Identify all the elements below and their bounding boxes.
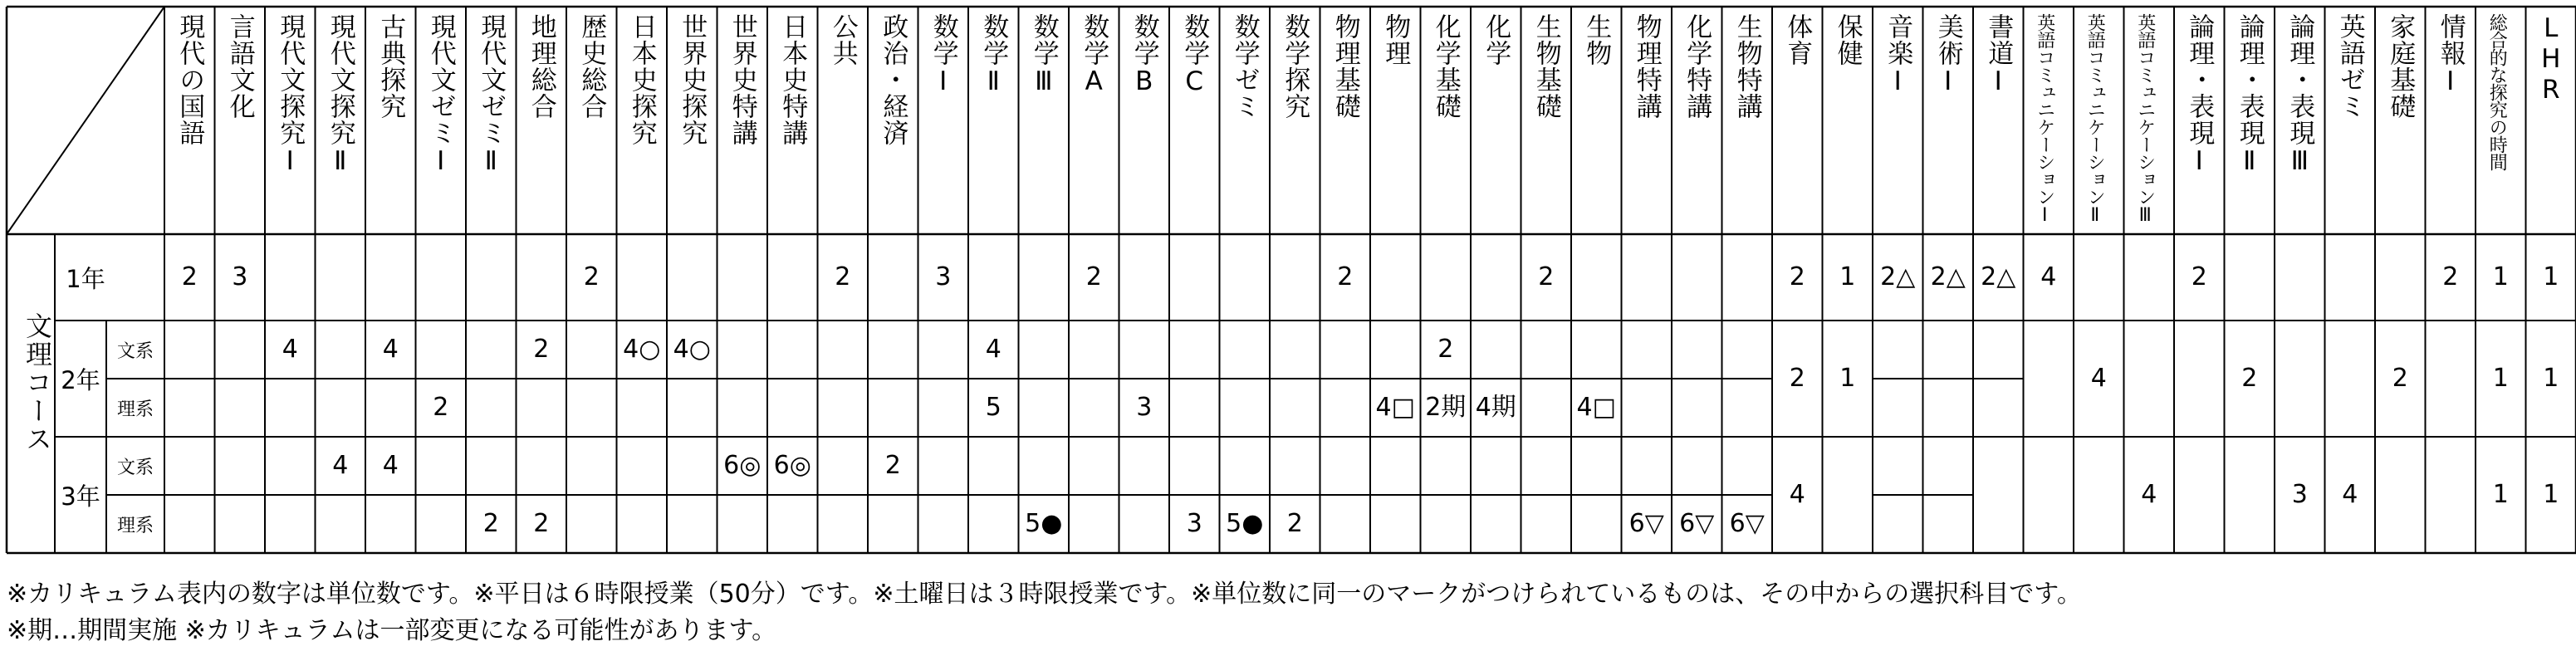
- subject-header: 生物特講: [1731, 13, 1762, 120]
- table-cell: 4: [2342, 480, 2358, 509]
- subject-header: 英語ゼミ: [2334, 13, 2365, 120]
- subject-header: 言語文化: [224, 13, 255, 120]
- subject-header: 体育: [1782, 13, 1813, 66]
- row-label-year2-bunkei: 文系: [116, 340, 154, 362]
- subject-header: 数学Ⅰ: [928, 13, 958, 97]
- row-label-year3-rikei: 理系: [116, 515, 154, 536]
- table-cell: 2△: [1880, 262, 1916, 291]
- table-cell: 4: [985, 335, 1002, 364]
- table-cell: 2: [583, 262, 600, 291]
- subject-header: 現代の国語: [174, 13, 205, 146]
- subject-header: 美術Ⅰ: [1932, 13, 1963, 97]
- subject-header: 数学Ⅱ: [978, 13, 1009, 97]
- table-cell: 2: [533, 509, 550, 538]
- table-cell: 6◎: [723, 451, 762, 480]
- table-cell: 5: [985, 393, 1002, 422]
- table-cell: 3: [935, 262, 952, 291]
- table-cell: 2△: [1930, 262, 1966, 291]
- subject-header: 英語コミュニケーションⅡ: [2084, 13, 2106, 225]
- subject-header: 数学探究: [1280, 13, 1310, 120]
- table-cell: 4: [282, 335, 298, 364]
- table-cell: 2: [2241, 364, 2258, 393]
- subject-header: 政治・経済: [878, 13, 908, 146]
- table-cell: 2期: [1425, 393, 1467, 422]
- table-cell: 2: [1789, 262, 1805, 291]
- table-cell: 2: [1538, 262, 1555, 291]
- subject-header: 音楽Ⅰ: [1883, 13, 1913, 97]
- subject-header: 物理基礎: [1330, 13, 1360, 120]
- table-cell: 4: [382, 451, 399, 480]
- subject-header: 数学B: [1129, 13, 1159, 97]
- row-label-year3-bunkei: 文系: [116, 457, 154, 478]
- subject-header: 化学: [1481, 13, 1511, 66]
- subject-header: 地理総合: [526, 13, 556, 120]
- table-cell: 3: [1136, 393, 1153, 422]
- table-cell: 4: [332, 451, 349, 480]
- subject-header: 英語コミュニケーションⅢ: [2134, 13, 2156, 225]
- table-cell: 4: [2141, 480, 2157, 509]
- subject-header: 論理・表現Ⅱ: [2234, 13, 2265, 177]
- table-cell: 1: [2543, 480, 2559, 509]
- table-cell: 3: [1186, 509, 1202, 538]
- table-cell: 3: [2291, 480, 2308, 509]
- table-cell: 1: [2543, 364, 2559, 393]
- table-cell: 4○: [673, 335, 711, 364]
- table-cell: 2: [2191, 262, 2207, 291]
- table-cell: 2: [1337, 262, 1354, 291]
- table-cell: 2: [2392, 364, 2408, 393]
- table-cell: 1: [1839, 262, 1856, 291]
- row-label-year2-rikei: 理系: [116, 399, 154, 420]
- subject-header: 情報Ⅰ: [2435, 13, 2466, 97]
- subject-header: 数学Ⅲ: [1028, 13, 1059, 97]
- table-cell: 4□: [1375, 393, 1415, 422]
- subject-header: 化学特講: [1682, 13, 1712, 120]
- table-cell: 4: [2040, 262, 2057, 291]
- subject-header: 歴史総合: [576, 13, 607, 120]
- subject-header: 英語コミュニケーションⅠ: [2034, 13, 2055, 225]
- table-cell: 2: [433, 393, 449, 422]
- subject-header: LHR: [2535, 13, 2566, 105]
- table-cell: 6▽: [1679, 509, 1715, 538]
- subject-header: 数学A: [1079, 13, 1109, 97]
- table-cell: 2: [1085, 262, 1102, 291]
- row-label-year3: 3年: [61, 482, 100, 511]
- corner-diagonal: [7, 7, 164, 234]
- row-label-year2: 2年: [61, 365, 100, 394]
- subject-header: 現代文探究Ⅱ: [325, 13, 355, 177]
- subject-header: 日本史探究: [626, 13, 657, 146]
- table-cell: 5●: [1226, 509, 1264, 538]
- subject-header: 生物: [1581, 13, 1612, 66]
- subject-header: 公共: [827, 13, 858, 66]
- table-cell: 6▽: [1729, 509, 1765, 538]
- subject-header: 日本史特講: [777, 13, 808, 146]
- table-cell: 1: [2492, 480, 2509, 509]
- table-cell: 2: [1789, 364, 1805, 393]
- table-cell: 2: [884, 451, 901, 480]
- table-cell: 4: [1789, 480, 1805, 509]
- subject-header: 家庭基礎: [2385, 13, 2416, 120]
- table-cell: 1: [2492, 364, 2509, 393]
- table-cell: 4: [382, 335, 399, 364]
- table-cell: 2: [1437, 335, 1454, 364]
- footnote-1: ※カリキュラム表内の数字は単位数です。※平日は６時限授業（50分）です。※土曜日は３時限授業です。※単位数に同一のマークがつけられているものは、その中からの選択科目です。: [7, 580, 2082, 609]
- subject-header: 生物基礎: [1530, 13, 1561, 120]
- table-cell: 4□: [1576, 393, 1616, 422]
- subject-header: 現代文ゼミⅡ: [476, 13, 507, 177]
- table-cell: 6◎: [773, 451, 811, 480]
- table-cell: 2: [482, 509, 499, 538]
- subject-header: 数学C: [1179, 13, 1210, 97]
- table-cell: 4○: [623, 335, 661, 364]
- table-cell: 6▽: [1628, 509, 1664, 538]
- subject-header: 論理・表現Ⅰ: [2184, 13, 2215, 177]
- subject-header: 総合的な探究の時間: [2486, 13, 2508, 170]
- subject-header: 物理特講: [1631, 13, 1662, 120]
- table-cell: 2: [835, 262, 851, 291]
- table-cell: 5●: [1025, 509, 1063, 538]
- subject-header: 保健: [1832, 13, 1863, 66]
- subject-header: 物理: [1380, 13, 1411, 66]
- table-cell: 4期: [1475, 393, 1516, 422]
- subject-header: 書道Ⅰ: [1983, 13, 2014, 97]
- table-cell: 4: [2090, 364, 2107, 393]
- table-cell: 1: [2492, 262, 2509, 291]
- course-label: 文理コース: [22, 312, 53, 453]
- subject-header: 論理・表現Ⅲ: [2285, 13, 2315, 177]
- table-cell: 2: [181, 262, 198, 291]
- table-cell: 3: [232, 262, 248, 291]
- subject-header: 現代文ゼミⅠ: [425, 13, 456, 177]
- subject-header: 数学ゼミ: [1229, 13, 1260, 120]
- row-label-year1: 1年: [66, 264, 105, 293]
- subject-header: 古典探究: [375, 13, 406, 120]
- subject-header: 世界史探究: [677, 13, 708, 146]
- table-cell: 1: [2543, 262, 2559, 291]
- table-cell: 1: [1839, 364, 1856, 393]
- table-cell: 2: [2442, 262, 2459, 291]
- table-cell: 2△: [1981, 262, 2016, 291]
- table-cell: 2: [1286, 509, 1303, 538]
- subject-header: 化学基礎: [1430, 13, 1461, 120]
- table-cell: 2: [533, 335, 550, 364]
- subject-header: 世界史特講: [727, 13, 757, 146]
- footnote-2: ※期…期間実施 ※カリキュラムは一部変更になる可能性があります。: [7, 616, 777, 645]
- subject-header: 現代文探究Ⅰ: [275, 13, 306, 177]
